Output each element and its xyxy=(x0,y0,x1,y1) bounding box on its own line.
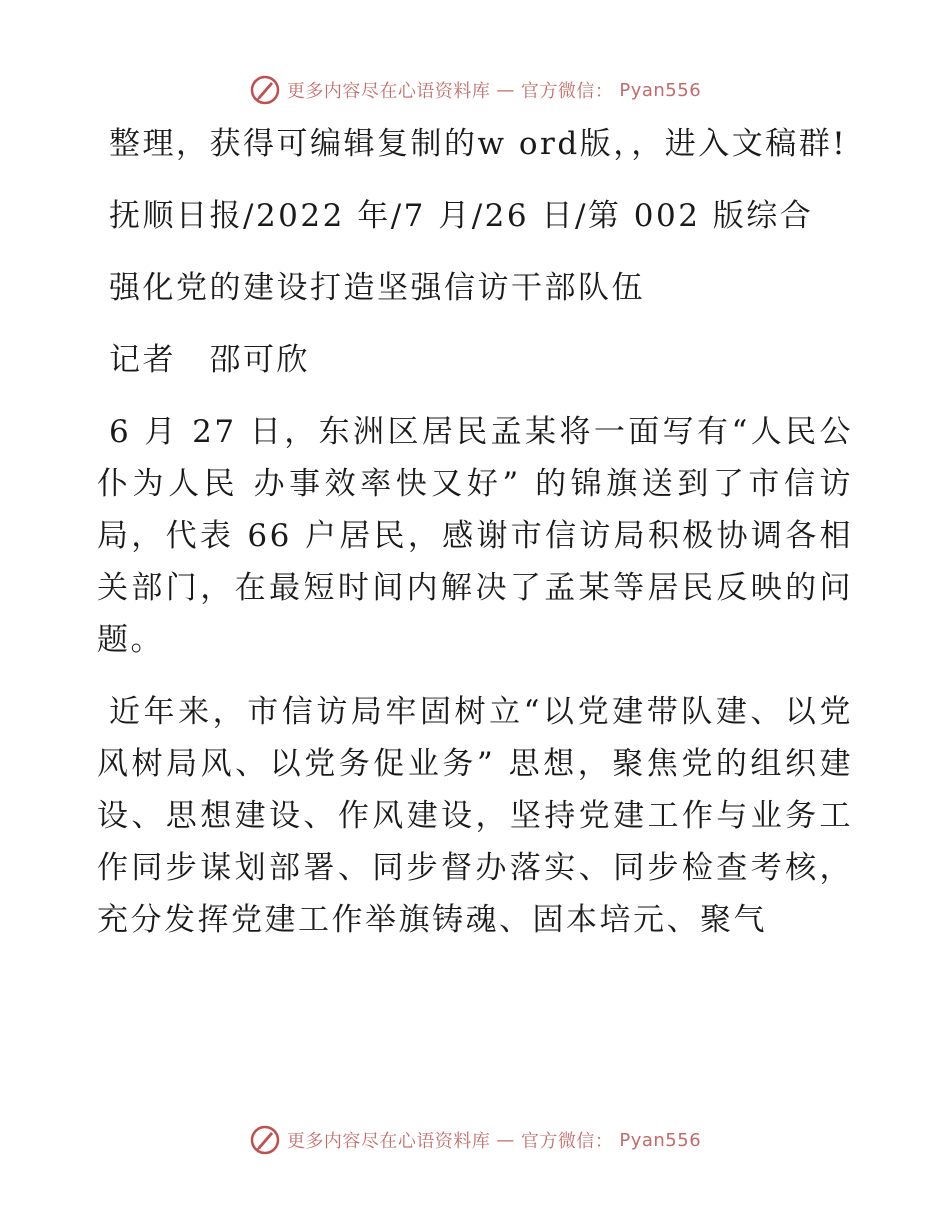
quill-logo-icon xyxy=(249,1124,281,1156)
body-paragraph: 近年来，市信访局牢固树立“以党建带队建、以党风树局风、以党务促业务” 思想，聚焦党的组织建设、思想建设、作风建设，坚持党建工作与业务工作同步谋划部署、同步督办落实、同步检查考核，充分发挥党建工作举旗铸魂、固本培元、聚气 xyxy=(97,694,853,938)
watermark-text: 更多内容尽在心语资料库 xyxy=(286,1131,491,1152)
intro-paragraph: 整理，获得可编辑复制的w ord版，，进入文稿群! xyxy=(109,126,848,162)
watermark-separator: — xyxy=(496,79,515,101)
watermark-wechat-id: Pyan556 xyxy=(619,79,702,101)
watermark-wechat-label: 官方微信： xyxy=(520,81,614,102)
watermark-text: 更多内容尽在心语资料库 xyxy=(286,81,491,102)
footer-watermark xyxy=(0,1124,950,1156)
source-line: 抚顺日报/2022 年/7 月/26 日/第 002 版综合 xyxy=(109,198,814,234)
header-watermark xyxy=(0,74,950,106)
article-title: 强化党的建设打造坚强信访干部队伍 xyxy=(109,270,645,306)
quill-logo-icon xyxy=(249,74,281,106)
watermark-wechat-id: Pyan556 xyxy=(619,1129,702,1151)
document-body xyxy=(97,118,853,966)
body-paragraph: 6 月 27 日，东洲区居民孟某将一面写有“人民公仆为人民 办事效率快又好” 的锦旗送到了市信访局，代表 66 户居民，感谢市信访局积极协调各相关部门，在最短时间内解决了孟某等居民反映的问题。 xyxy=(97,414,853,658)
watermark-wechat-label: 官方微信： xyxy=(520,1131,614,1152)
watermark-separator: — xyxy=(496,1129,515,1151)
author-line: 记者 邵可欣 xyxy=(109,342,310,378)
